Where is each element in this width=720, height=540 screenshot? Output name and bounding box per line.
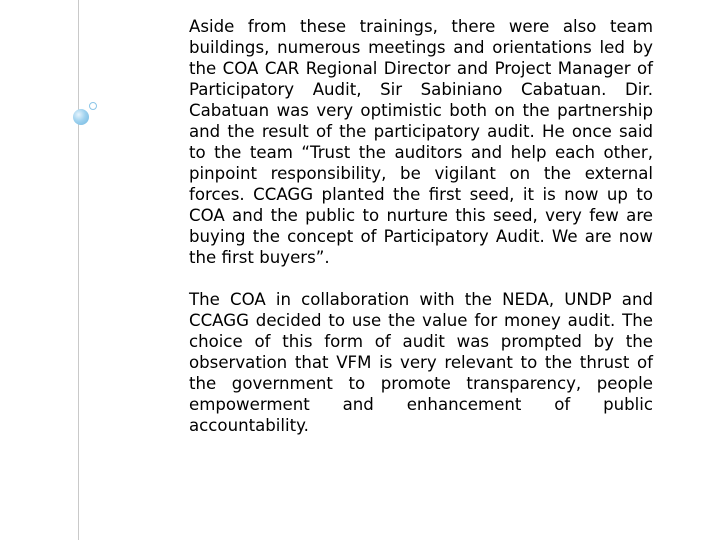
paragraph-2: The COA in collaboration with the NEDA, UNDP and CCAGG decided to use the value for money audit. The choice of this form of audit was prompted by the observation that VFM is very relevant to the thrust of the government to promote transparency, people empowerment and enhancement of public accountability. <box>189 290 653 435</box>
paragraph-1: Aside from these trainings, there were also team buildings, numerous meetings and orientations led by the COA CAR Regional Director and Project Manager of Participatory Audit, Sir Sabiniano Cabatuan. Dir. Cabatuan was very optimistic both on the partnership and the result of the participatory audit. He once said to the team “Trust the auditors and help each other, pinpoint responsibility, be vigilant on the external forces. CCAGG planted the first seed, it is now up to COA and the public to nurture this seed, very few are buying the concept of Participatory Audit. We are now the first buyers”. <box>189 17 653 267</box>
left-border-line <box>78 0 79 540</box>
slide-body-text <box>189 16 653 436</box>
decorative-circle-icon <box>73 109 89 125</box>
decorative-ring-icon <box>89 102 97 110</box>
